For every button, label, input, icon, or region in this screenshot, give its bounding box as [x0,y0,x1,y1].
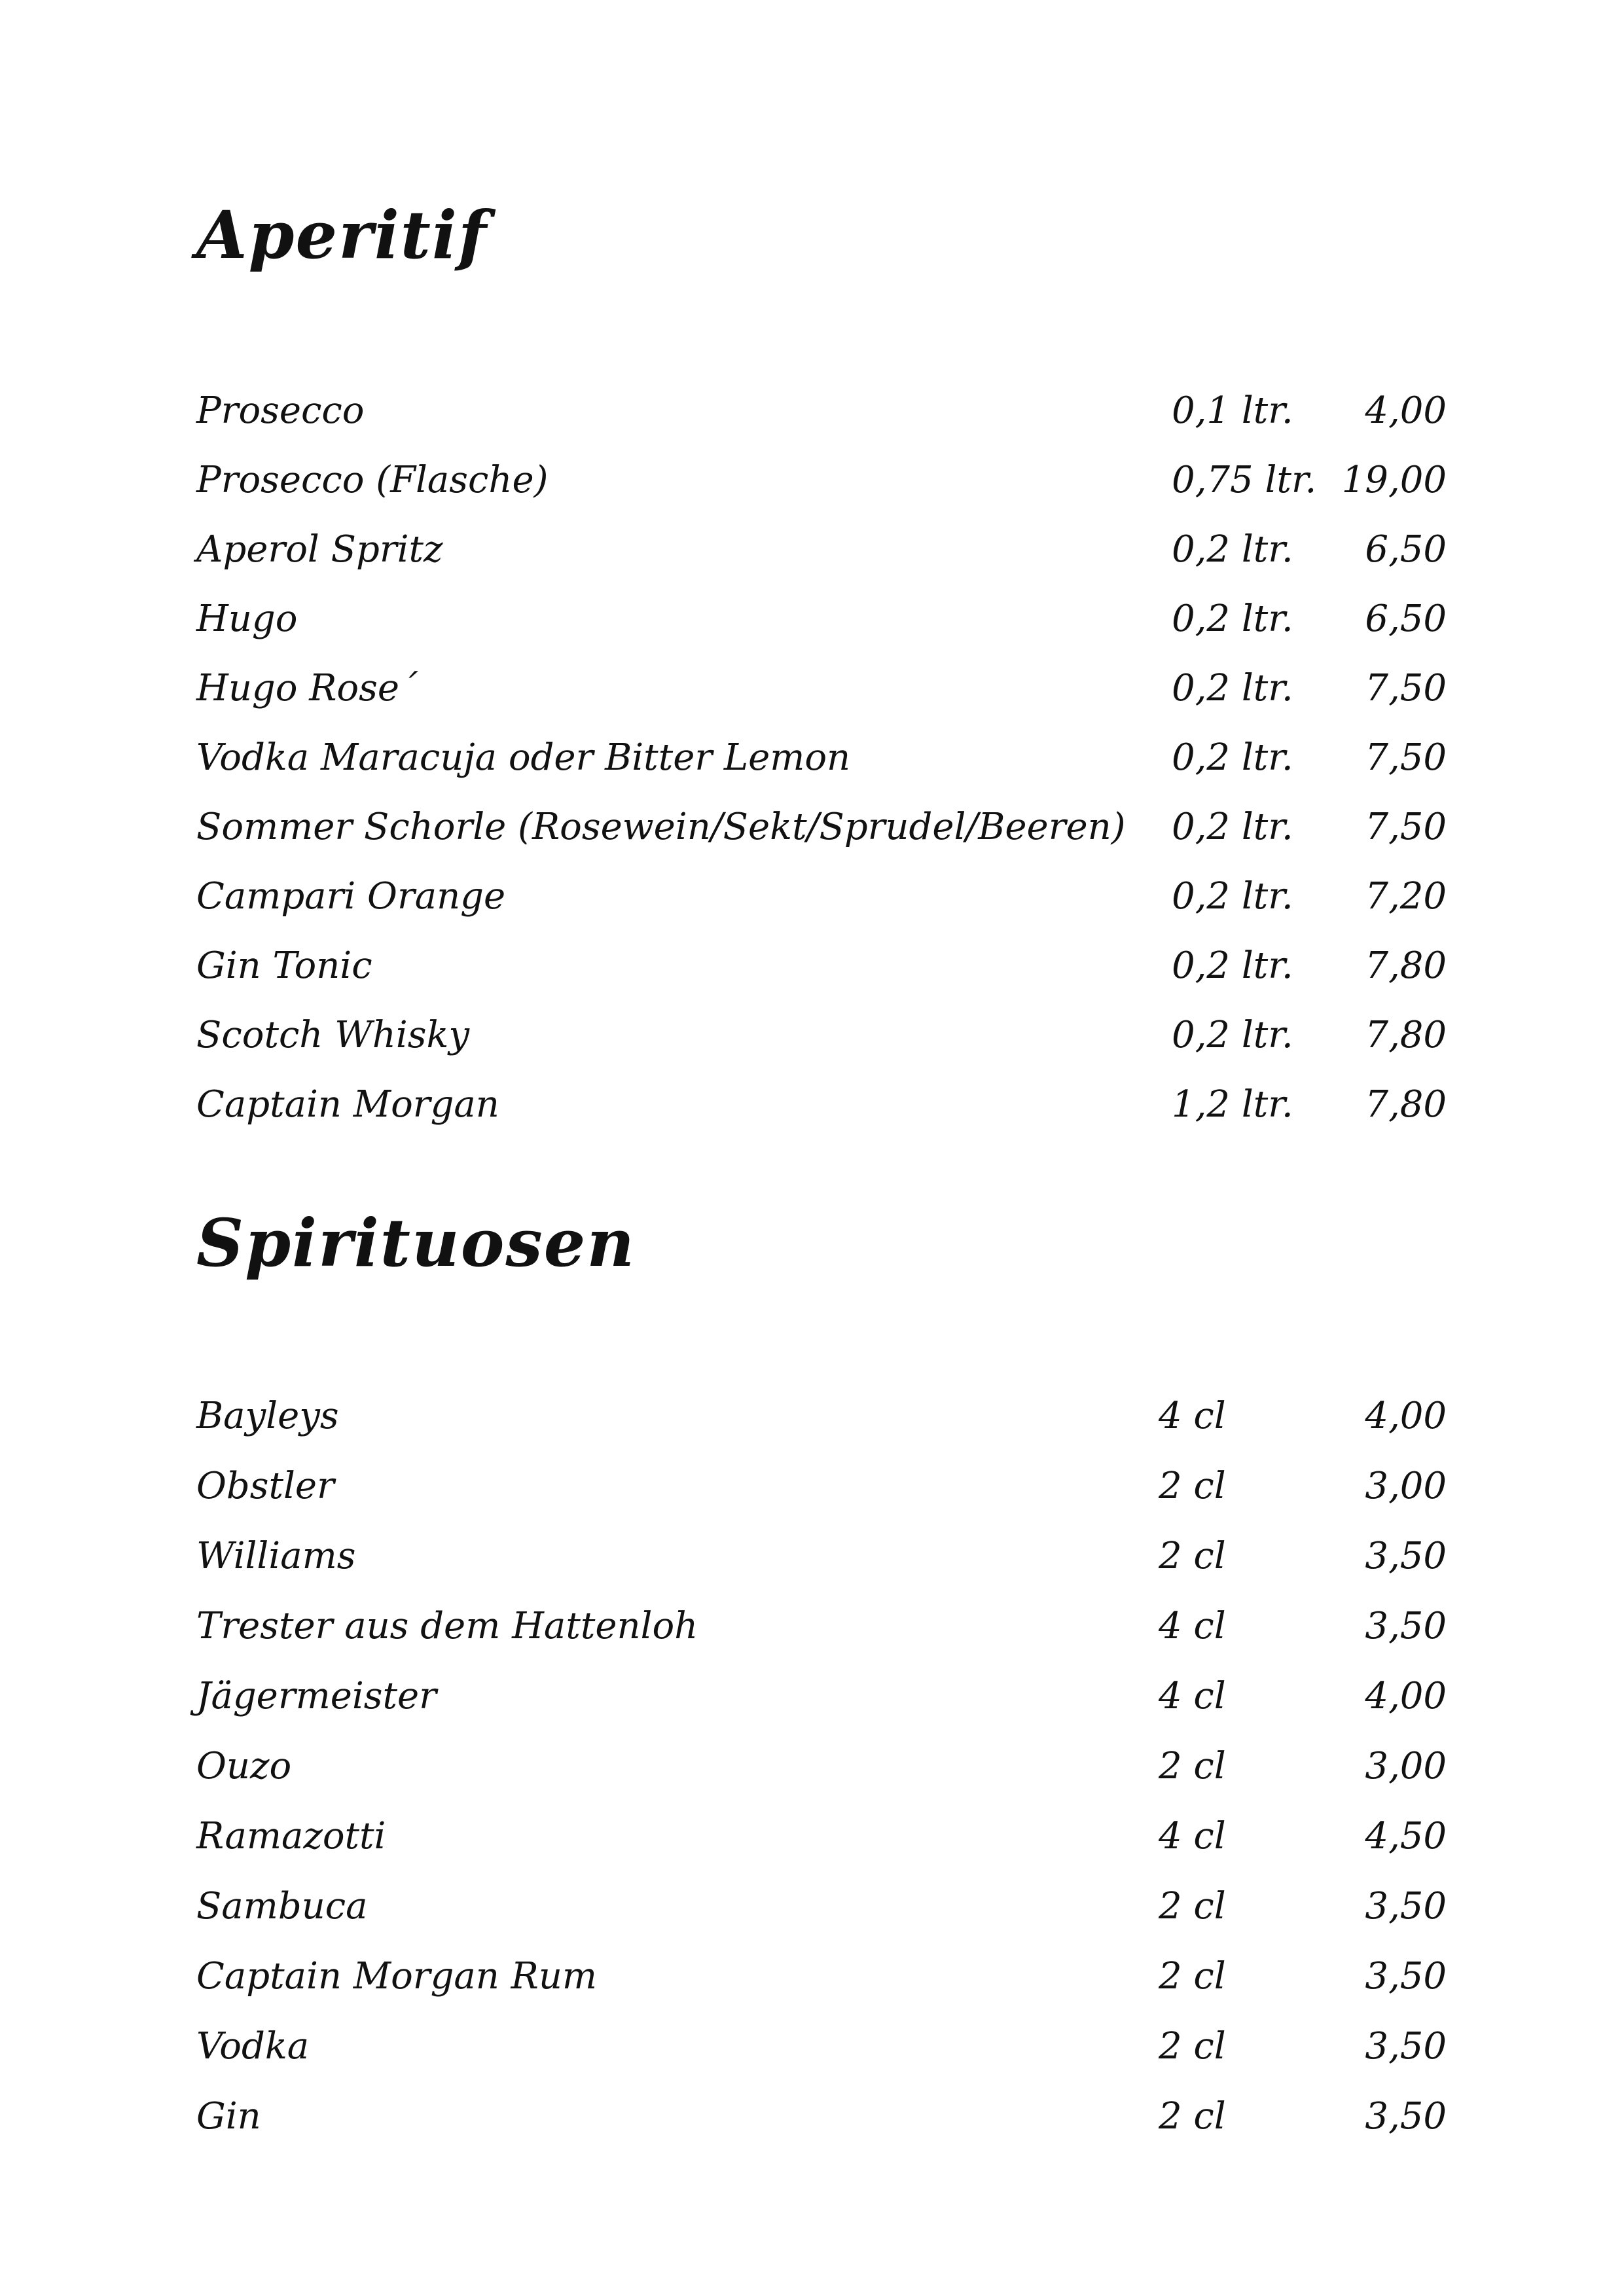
menu-item [196,2011,1479,2081]
item-size: 0,2 ltr. [1172,806,1293,848]
item-name: Campari Orange [196,875,506,918]
item-name: Aperol Spritz [196,528,443,571]
item-size: 2 cl [1159,2025,1226,2068]
menu-item [196,1731,1479,1801]
spirituosen-list [196,1381,1479,2151]
item-name: Prosecco (Flasche) [196,459,549,501]
item-price: 4,00 [1365,1675,1447,1717]
item-price: 3,50 [1365,1885,1447,1928]
item-name: Sambuca [196,1885,368,1928]
item-name: Hugo [196,598,298,640]
item-size: 2 cl [1159,1535,1226,1577]
item-size: 0,2 ltr. [1172,528,1293,571]
item-name: Williams [196,1535,356,1577]
item-size: 0,2 ltr. [1172,667,1293,709]
item-price: 7,50 [1365,736,1447,779]
item-price: 3,00 [1365,1745,1447,1787]
item-name: Vodka [196,2025,310,2068]
item-name: Bayleys [196,1395,339,1437]
menu-item [196,654,1479,723]
item-size: 0,2 ltr. [1172,875,1293,918]
item-size: 2 cl [1159,1885,1226,1928]
item-name: Vodka Maracuja oder Bitter Lemon [196,736,851,779]
item-name: Hugo Rose´ [196,667,418,709]
item-name: Ouzo [196,1745,292,1787]
menu-item [196,1661,1479,1731]
item-price: 7,20 [1365,875,1447,918]
item-size: 4 cl [1159,1395,1226,1437]
item-name: Gin [196,2095,261,2138]
menu-item [196,1451,1479,1521]
item-size: 2 cl [1159,1745,1226,1787]
menu-item [196,515,1479,584]
item-price: 7,80 [1365,944,1447,987]
menu-item [196,2081,1479,2151]
section-title-spirituosen: Spirituosen [196,1204,636,1282]
item-price: 3,50 [1365,1955,1447,1998]
item-price: 4,00 [1365,1395,1447,1437]
item-name: Trester aus dem Hattenloh [196,1605,698,1647]
menu-item [196,931,1479,1001]
item-price: 3,00 [1365,1465,1447,1507]
item-price: 19,00 [1341,459,1447,501]
menu-item [196,584,1479,654]
menu-item [196,1871,1479,1941]
menu-item [196,723,1479,793]
item-name: Prosecco [196,389,365,432]
aperitif-list [196,376,1479,1139]
item-price: 3,50 [1365,1605,1447,1647]
item-size: 1,2 ltr. [1172,1083,1293,1126]
item-name: Ramazotti [196,1815,386,1857]
item-size: 0,2 ltr. [1172,598,1293,640]
item-size: 4 cl [1159,1605,1226,1647]
item-price: 3,50 [1365,2025,1447,2068]
menu-item [196,1381,1479,1451]
item-price: 7,50 [1365,806,1447,848]
menu-item [196,1801,1479,1871]
item-price: 4,00 [1365,389,1447,432]
item-price: 4,50 [1365,1815,1447,1857]
menu-item [196,793,1479,862]
item-price: 7,50 [1365,667,1447,709]
item-price: 7,80 [1365,1083,1447,1126]
menu-item [196,1941,1479,2011]
item-size: 0,2 ltr. [1172,736,1293,779]
item-name: Jägermeister [196,1675,437,1717]
item-name: Captain Morgan [196,1083,499,1126]
section-title-aperitif: Aperitif [196,196,488,274]
item-price: 3,50 [1365,1535,1447,1577]
item-size: 2 cl [1159,1465,1226,1507]
item-size: 4 cl [1159,1815,1226,1857]
item-size: 2 cl [1159,1955,1226,1998]
menu-item [196,446,1479,515]
item-price: 3,50 [1365,2095,1447,2138]
item-name: Obstler [196,1465,334,1507]
menu-item [196,1070,1479,1139]
item-name: Scotch Whisky [196,1014,470,1056]
item-size: 0,2 ltr. [1172,1014,1293,1056]
menu-item [196,1001,1479,1070]
menu-item [196,1521,1479,1591]
item-size: 0,1 ltr. [1172,389,1293,432]
item-name: Sommer Schorle (Rosewein/Sekt/Sprudel/Beeren) [196,806,1126,848]
item-size: 0,75 ltr. [1172,459,1317,501]
item-price: 6,50 [1365,528,1447,571]
menu-item [196,862,1479,931]
item-name: Captain Morgan Rum [196,1955,598,1998]
item-price: 6,50 [1365,598,1447,640]
item-price: 7,80 [1365,1014,1447,1056]
menu-item [196,1591,1479,1661]
item-size: 4 cl [1159,1675,1226,1717]
item-size: 2 cl [1159,2095,1226,2138]
item-name: Gin Tonic [196,944,372,987]
item-size: 0,2 ltr. [1172,944,1293,987]
menu-item [196,376,1479,446]
